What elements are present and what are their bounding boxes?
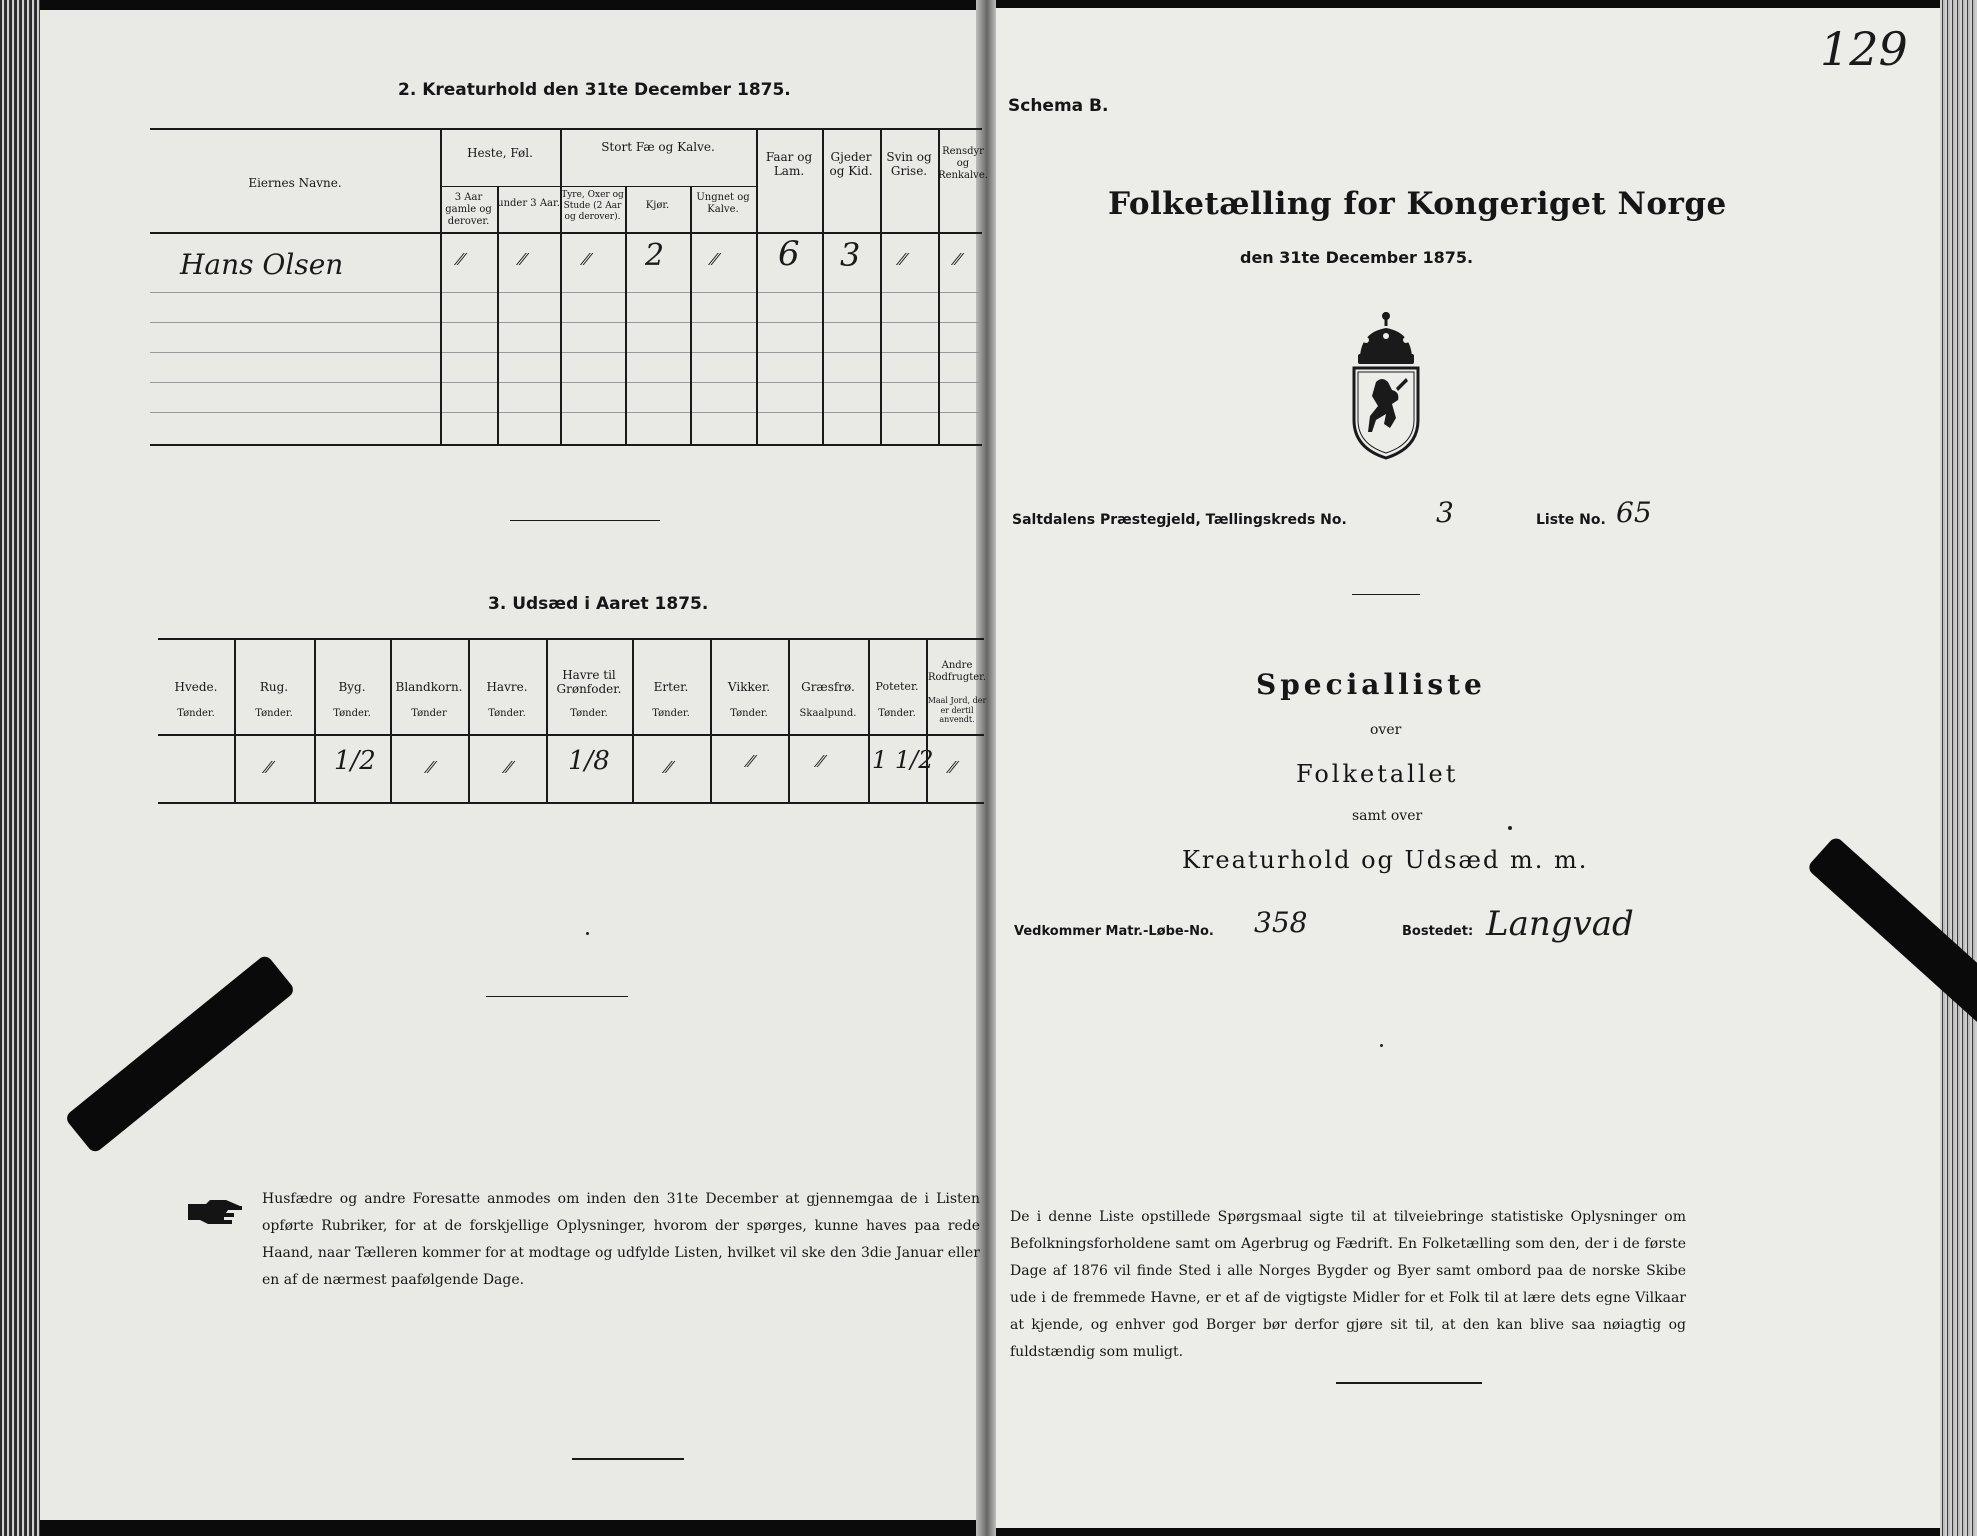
header-horses-young: under 3 Aar. [497,198,560,209]
header-cattle-cows: Kjør. [645,200,670,211]
header-owner: Eiernes Navne. [248,176,342,190]
udsaed-unit-graesfro: Skaalpund. [799,708,857,719]
udsaed-header-hvede: Hvede. [174,680,218,694]
udsaed-value-graesfro: ⁄⁄ [818,752,824,771]
pointing-hand-icon [186,1196,244,1226]
notice-text: Husfædre og andre Foresatte anmodes om inden den 31te December at gjennemgaa de i Listen opførte Rubriker, for at de forskjellige Oplysninger, hvorom der spørges, kunne haves paa rede Haand, naar Tælleren kommer for at modtage og udfylde Listen, hvilket vil ske den 3die Januar eller en af de nærmest paafølgende Dage. [262,1191,980,1288]
udsaed-value-havre-gronfoder: 1/8 [568,746,610,776]
right-bottom-divider [1336,1382,1482,1384]
over-text-1: over [1370,722,1402,738]
intro-text: De i denne Liste opstillede Spørgsmaal sigte til at tilveiebringe statistiske Oplysninger om Befolkningsforholdene samt om Agerbrug og Fædrift. En Folketælling som den, der i de første Dage af 1876 vil finde Sted i alle Norges Bygder og Byer samt ombord paa de norske Skibe ude i de fremmede Havne, er et af de vigtigste Midler for et Folk til at lære dets egne Vilkaar at kjende, og enhver god Borger bør derfor gjøre sit til, at den kan blive saa nøiagtig og fuldstændig som muligt. [1010,1209,1686,1360]
folketallet-text: Folketallet [1296,760,1459,788]
udsaed-value-havre: ⁄⁄ [506,758,512,777]
short-divider-2 [486,996,628,997]
cell-cattle-cows: 2 [645,238,665,273]
udsaed-header-blandkorn: Blandkorn. [395,680,463,694]
left-page-edges [0,0,40,1536]
table3-bottom-rule [158,802,984,804]
table3-top-rule [158,638,984,640]
specialliste-heading: Specialliste [1256,668,1486,701]
bottom-divider [572,1458,684,1460]
udsaed-header-vikker: Vikker. [727,680,771,694]
udsaed-header-rug: Rug. [259,680,289,694]
list-number: 65 [1616,496,1652,529]
table2-header-rule [150,232,982,234]
matr-label: Vedkommer Matr.-Løbe-No. [1014,924,1214,939]
udsaed-unit-vikker: Tønder. [730,708,768,719]
cell-cattle-young: ⁄⁄ [712,250,718,269]
udsaed-unit-poteter: Tønder. [878,708,916,719]
header-goats: Gjeder og Kid. [829,150,873,179]
document-subtitle: den 31te December 1875. [1240,248,1474,267]
cell-horses-young: ⁄⁄ [520,250,526,269]
cell-reindeer: ⁄⁄ [955,250,961,269]
udsaed-header-havre-gronfoder: Havre til Grønfoder. [556,668,622,697]
udsaed-unit-blandkorn: Tønder [411,708,447,719]
section3-title: 3. Udsæd i Aaret 1875. [488,594,709,614]
udsaed-header-byg: Byg. [338,680,366,694]
udsaed-value-byg: 1/2 [334,746,376,776]
table2-top-rule [150,128,982,130]
ink-dot-2 [1508,826,1512,830]
ink-dot [586,932,589,935]
table3-header-rule [158,734,984,736]
short-divider [510,520,660,521]
bosted-value: Langvad [1486,904,1634,944]
ink-dot-3 [1380,1044,1383,1047]
header-horses-old: 3 Aar gamle og derover. [445,192,492,227]
header-cattle-young: Ungnet og Kalve. [696,192,750,215]
header-cattle-bulls: Tyre, Oxer og Stude (2 Aar og derover). [561,190,624,222]
bosted-label: Bostedet: [1402,924,1474,939]
udsaed-value-poteter: 1 1/2 [872,746,934,774]
parish-label: Saltdalens Præstegjeld, Tællingskreds No. [1012,512,1347,528]
udsaed-value-vikker: ⁄⁄ [748,752,754,771]
right-divider-1 [1352,594,1420,595]
udsaed-unit-andre: Maal Jord, der er dertil anvendt. [927,696,987,725]
section2-title: 2. Kreaturhold den 31te December 1875. [398,80,791,100]
owner-name: Hans Olsen [180,248,344,281]
udsaed-value-erter: ⁄⁄ [666,758,672,777]
cell-pigs: ⁄⁄ [900,250,906,269]
udsaed-header-graesfro: Græsfrø. [801,680,855,694]
header-cattle: Stort Fæ og Kalve. [601,140,715,154]
udsaed-unit-havre: Tønder. [488,708,526,719]
udsaed-value-rug: ⁄⁄ [266,758,272,777]
udsaed-header-poteter: Poteter. [875,680,919,693]
cell-cattle-bulls: ⁄⁄ [584,250,590,269]
schema-label: Schema B. [1008,96,1109,116]
udsaed-header-erter: Erter. [653,680,689,694]
book-gutter [976,0,996,1536]
cell-horses-old: ⁄⁄ [458,250,464,269]
header-pigs: Svin og Grise. [886,150,932,179]
kreaturhold-heading: Kreaturhold og Udsæd m. m. [1182,846,1589,874]
list-label: Liste No. [1536,512,1606,528]
header-reindeer: Rensdyr og Renkalve. [938,146,988,181]
district-number: 3 [1436,496,1454,529]
page-number: 129 [1820,22,1908,76]
document-title: Folketælling for Kongeriget Norge [1108,186,1727,222]
udsaed-value-blandkorn: ⁄⁄ [428,758,434,777]
cell-sheep: 6 [778,234,800,274]
cell-goats: 3 [840,236,861,274]
right-page-edges [1940,0,1977,1536]
norwegian-coat-of-arms-icon [1346,310,1426,460]
udsaed-unit-byg: Tønder. [333,708,371,719]
matr-number: 358 [1254,906,1308,939]
udsaed-unit-erter: Tønder. [652,708,690,719]
header-sheep: Faar og Lam. [765,150,813,179]
udsaed-unit-rug: Tønder. [255,708,293,719]
udsaed-unit-havre-gronfoder: Tønder. [570,708,608,719]
udsaed-unit-hvede: Tønder. [177,708,215,719]
samt-over-text: samt over [1352,808,1423,824]
table2-bottom-rule [150,444,982,446]
udsaed-header-andre: Andre Rodfrugter. [927,660,987,683]
udsaed-value-andre: ⁄⁄ [950,758,956,777]
udsaed-header-havre: Havre. [486,680,528,694]
header-horses: Heste, Føl. [467,146,533,160]
